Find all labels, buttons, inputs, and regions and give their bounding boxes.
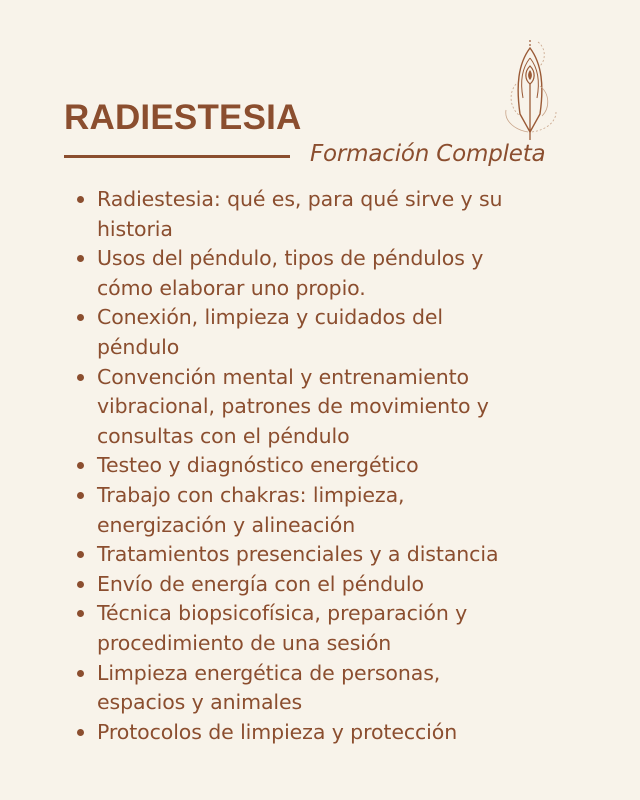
list-item bbox=[0, 185, 502, 244]
list-item-text: Radiestesia: qué es, para qué sirve y su bbox=[97, 187, 503, 211]
list-item bbox=[0, 718, 502, 748]
bullet-icon bbox=[77, 314, 84, 321]
list-item-text: procedimiento de una sesión bbox=[97, 630, 392, 655]
bullet-icon bbox=[77, 670, 84, 677]
list-item-text: Limpieza energética de personas, bbox=[97, 660, 441, 685]
bullet-icon bbox=[77, 462, 84, 469]
list-item bbox=[0, 540, 502, 570]
page-title: RADIESTESIA bbox=[64, 98, 302, 137]
page-subtitle: Formación Completa bbox=[310, 141, 546, 167]
list-item bbox=[0, 570, 502, 600]
list-item-text: péndulo bbox=[97, 334, 180, 359]
list-item-text: vibracional, patrones de movimiento y bbox=[97, 394, 489, 419]
bullet-icon bbox=[77, 551, 84, 558]
bullet-icon bbox=[77, 374, 84, 381]
bullet-icon bbox=[77, 729, 84, 736]
list-item-text: consultas con el péndulo bbox=[97, 423, 350, 448]
list-item-text: Protocolos de limpieza y protección bbox=[97, 719, 458, 744]
feather-icon bbox=[498, 36, 562, 144]
list-item-text: espacios y animales bbox=[97, 690, 303, 715]
list-item bbox=[0, 659, 502, 718]
list-item-text: Tratamientos presenciales y a distancia bbox=[97, 542, 499, 567]
list-item-text: energización y alineación bbox=[97, 512, 356, 537]
list-item-text: Usos del péndulo, tipos de péndulos y bbox=[97, 246, 484, 271]
bullet-icon bbox=[77, 492, 84, 499]
course-topics-list bbox=[0, 185, 502, 747]
list-item-text: Envío de energía con el péndulo bbox=[97, 571, 424, 596]
list-item-text: Convención mental y entrenamiento bbox=[97, 364, 469, 389]
list-item-text: Conexión, limpieza y cuidados del bbox=[97, 305, 443, 330]
list-item bbox=[0, 303, 502, 362]
list-item bbox=[0, 451, 502, 481]
list-item-text: Técnica biopsicofísica, preparación y bbox=[97, 601, 468, 626]
list-item-text: Trabajo con chakras: limpieza, bbox=[97, 482, 405, 507]
title-underline-divider bbox=[64, 155, 290, 158]
bullet-icon bbox=[77, 581, 84, 588]
bullet-icon bbox=[77, 610, 84, 617]
list-item bbox=[0, 481, 502, 540]
list-item bbox=[0, 363, 502, 452]
bullet-icon bbox=[77, 255, 84, 262]
bullet-icon bbox=[77, 196, 84, 203]
list-item-text: cómo elaborar uno propio. bbox=[97, 275, 366, 300]
list-item bbox=[0, 244, 502, 303]
list-item-text: historia bbox=[97, 216, 173, 241]
list-item-text: Testeo y diagnóstico energético bbox=[97, 453, 419, 478]
list-item bbox=[0, 599, 502, 658]
